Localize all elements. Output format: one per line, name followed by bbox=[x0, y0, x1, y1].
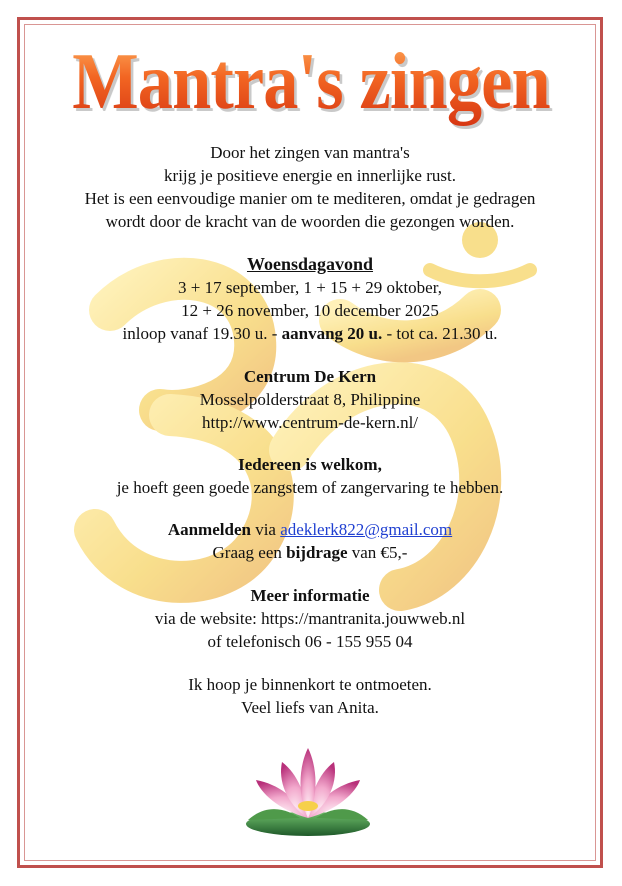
welcome-section bbox=[30, 453, 590, 499]
contribution-before: Graag een bbox=[212, 543, 287, 562]
closing-section bbox=[30, 673, 590, 719]
schedule-time bbox=[30, 322, 590, 345]
intro-line: krijg je positieve energie en innerlijke rust. bbox=[164, 166, 456, 185]
info-phone: of telefonisch 06 - 155 955 04 bbox=[207, 632, 413, 651]
intro-line: wordt door de kracht van de woorden die gezongen worden. bbox=[105, 212, 515, 231]
schedule-section bbox=[30, 253, 590, 345]
closing-line: Ik hoop je binnenkort te ontmoeten. bbox=[188, 675, 432, 694]
lotus-flower-image bbox=[238, 740, 378, 840]
schedule-dates: 3 + 17 september, 1 + 15 + 29 oktober, bbox=[178, 278, 442, 297]
contribution-bold: bijdrage bbox=[286, 543, 348, 562]
welcome-heading: Iedereen is welkom, bbox=[238, 455, 382, 474]
info-heading: Meer informatie bbox=[250, 586, 370, 605]
schedule-heading: Woensdagavond bbox=[246, 254, 374, 274]
info-website: via de website: https://mantranita.jouwweb.nl bbox=[154, 609, 466, 628]
contribution-after: van €5,- bbox=[347, 543, 408, 562]
time-walkin: inloop vanaf 19.30 u. - bbox=[122, 324, 282, 343]
time-end: - tot ca. 21.30 u. bbox=[382, 324, 498, 343]
register-line bbox=[30, 518, 590, 541]
register-label: Aanmelden bbox=[167, 520, 251, 539]
location-section bbox=[30, 365, 590, 434]
email-link[interactable]: adeklerk822@gmail.com bbox=[280, 520, 453, 539]
register-via: via bbox=[250, 520, 281, 539]
location-url[interactable]: http://www.centrum-de-kern.nl/ bbox=[201, 413, 419, 432]
schedule-dates: 12 + 26 november, 10 december 2025 bbox=[181, 301, 439, 320]
intro-line: Door het zingen van mantra's bbox=[210, 143, 410, 162]
intro-line: Het is een eenvoudige manier om te mediteren, omdat je gedragen bbox=[84, 189, 536, 208]
closing-signature: Veel liefs van Anita. bbox=[241, 698, 379, 717]
location-name: Centrum De Kern bbox=[243, 367, 377, 386]
page-title: Mantra's zingen bbox=[37, 36, 584, 128]
time-start: aanvang 20 u. bbox=[281, 324, 383, 343]
intro-text bbox=[30, 141, 590, 233]
register-section bbox=[30, 518, 590, 564]
welcome-text: je hoeft geen goede zangstem of zangervaring te hebben. bbox=[116, 478, 504, 497]
location-address: Mosselpolderstraat 8, Philippine bbox=[199, 390, 421, 409]
contribution-line bbox=[30, 541, 590, 564]
info-section bbox=[30, 584, 590, 653]
